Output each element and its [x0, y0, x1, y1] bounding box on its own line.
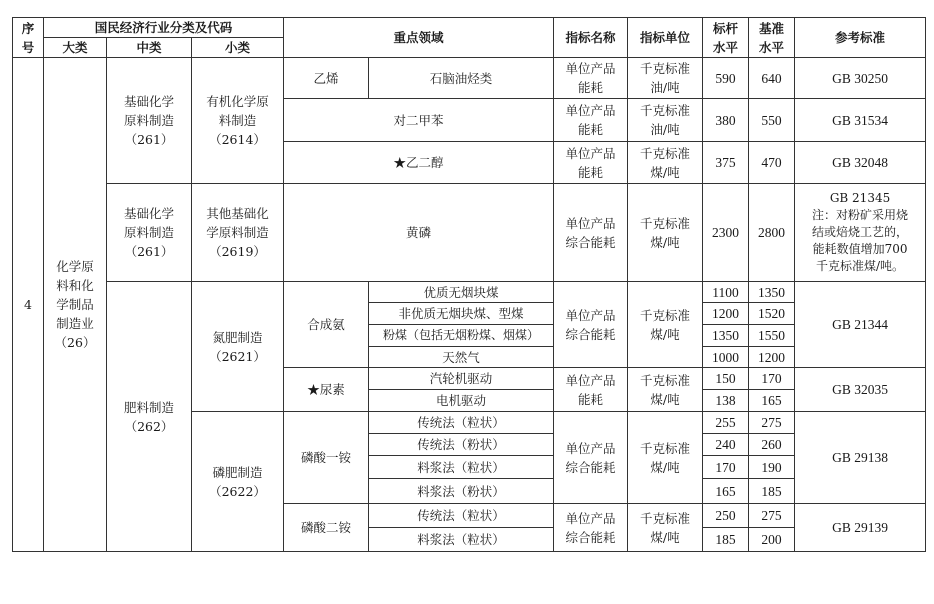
table-row — [13, 58, 926, 99]
baseline-cell: 2800 — [749, 184, 795, 282]
baseline-cell: 190 — [749, 456, 795, 479]
benchmark-cell: 1350 — [703, 325, 749, 347]
benchmark-cell: 150 — [703, 368, 749, 390]
major-category-cell: 化学原 料和化 学制品 制造业 （26） — [44, 58, 107, 552]
subfield-cell: 汽轮机驱动 — [369, 368, 554, 390]
subfield-cell: 优质无烟块煤 — [369, 282, 554, 303]
benchmark-cell: 170 — [703, 456, 749, 479]
indicator-unit-cell: 千克标准 煤/吨 — [628, 142, 703, 184]
indicator-name-cell: 单位产品 综合能耗 — [554, 282, 628, 368]
header-benchmark: 标杆 水平 — [703, 18, 749, 58]
map-cell: 磷酸一铵 — [284, 412, 369, 504]
pxylene-cell: 对二甲苯 — [284, 99, 554, 142]
indicator-unit-cell: 千克标准 煤/吨 — [628, 412, 703, 504]
indicator-name-cell: 单位产品 综合能耗 — [554, 184, 628, 282]
header-seq: 序 号 — [13, 18, 44, 58]
header-indicator-unit: 指标单位 — [628, 18, 703, 58]
subfield-cell: 非优质无烟块煤、型煤 — [369, 303, 554, 325]
subfield-cell: 传统法（粉状） — [369, 434, 554, 456]
subfield-cell: 传统法（粒状） — [369, 412, 554, 434]
indicator-unit-cell: 千克标准 油/吨 — [628, 99, 703, 142]
baseline-cell: 170 — [749, 368, 795, 390]
ammonia-cell: 合成氨 — [284, 282, 369, 368]
reference-cell: GB 32048 — [795, 142, 926, 184]
header-reference: 参考标准 — [795, 18, 926, 58]
glycol-cell: ★乙二醇 — [284, 142, 554, 184]
subfield-cell: 料浆法（粒状） — [369, 456, 554, 479]
indicator-name-cell: 单位产品 综合能耗 — [554, 412, 628, 504]
table-row — [13, 282, 926, 303]
subfield-cell: 传统法（粒状） — [369, 504, 554, 528]
table-row — [13, 184, 926, 282]
reference-cell: GB 32035 — [795, 368, 926, 412]
subfield-cell: 电机驱动 — [369, 390, 554, 412]
header-industry-group: 国民经济行业分类及代码 — [44, 18, 284, 38]
baseline-cell: 260 — [749, 434, 795, 456]
subfield-cell: 天然气 — [369, 347, 554, 368]
indicator-name-cell: 单位产品 能耗 — [554, 99, 628, 142]
indicator-name-cell: 单位产品 能耗 — [554, 58, 628, 99]
indicator-unit-cell: 千克标准 煤/吨 — [628, 368, 703, 412]
naphtha-cell: 石脑油烃类 — [369, 58, 554, 99]
indicator-name-cell: 单位产品 综合能耗 — [554, 504, 628, 552]
medium-basic-chem-cell: 基础化学 原料制造 （261） — [107, 58, 192, 184]
baseline-cell: 1200 — [749, 347, 795, 368]
benchmark-cell: 1000 — [703, 347, 749, 368]
header-medium: 中类 — [107, 38, 192, 58]
benchmark-cell: 2300 — [703, 184, 749, 282]
header-minor: 小类 — [192, 38, 284, 58]
header-baseline: 基准 水平 — [749, 18, 795, 58]
indicator-unit-cell: 千克标准 煤/吨 — [628, 504, 703, 552]
seq-cell: 4 — [13, 58, 44, 552]
subfield-cell: 料浆法（粒状） — [369, 528, 554, 552]
benchmark-cell: 380 — [703, 99, 749, 142]
subfield-cell: 料浆法（粉状） — [369, 479, 554, 504]
benchmark-cell: 240 — [703, 434, 749, 456]
baseline-cell: 185 — [749, 479, 795, 504]
benchmark-cell: 1200 — [703, 303, 749, 325]
baseline-cell: 1520 — [749, 303, 795, 325]
benchmark-cell: 165 — [703, 479, 749, 504]
baseline-cell: 165 — [749, 390, 795, 412]
minor-nitrogen-cell: 氮肥制造 （2621） — [192, 282, 284, 412]
header-indicator-name: 指标名称 — [554, 18, 628, 58]
baseline-cell: 200 — [749, 528, 795, 552]
benchmark-cell: 250 — [703, 504, 749, 528]
minor-other-cell: 其他基础化 学原料制造 （2619） — [192, 184, 284, 282]
benchmark-cell: 375 — [703, 142, 749, 184]
baseline-cell: 470 — [749, 142, 795, 184]
medium-basic-chem-cell: 基础化学 原料制造 （261） — [107, 184, 192, 282]
benchmark-cell: 185 — [703, 528, 749, 552]
benchmark-cell: 255 — [703, 412, 749, 434]
baseline-cell: 275 — [749, 504, 795, 528]
benchmark-cell: 1100 — [703, 282, 749, 303]
energy-benchmark-table — [12, 17, 926, 552]
standards-table-container — [12, 17, 926, 552]
reference-cell: GB 29139 — [795, 504, 926, 552]
reference-cell: GB 21344 — [795, 282, 926, 368]
medium-fertilizer-cell: 肥料制造 （262） — [107, 282, 192, 552]
minor-organic-cell: 有机化学原 料制造 （2614） — [192, 58, 284, 184]
indicator-unit-cell: 千克标准 油/吨 — [628, 58, 703, 99]
baseline-cell: 550 — [749, 99, 795, 142]
baseline-cell: 1350 — [749, 282, 795, 303]
reference-note-cell: GB 21345 注：对粉矿采用烧 结或焙烧工艺的， 能耗数值增加700 千克标准煤/吨。 — [795, 184, 926, 282]
indicator-name-cell: 单位产品 能耗 — [554, 142, 628, 184]
reference-cell: GB 31534 — [795, 99, 926, 142]
benchmark-cell: 138 — [703, 390, 749, 412]
header-field: 重点领域 — [284, 18, 554, 58]
baseline-cell: 1550 — [749, 325, 795, 347]
ethylene-cell: 乙烯 — [284, 58, 369, 99]
benchmark-cell: 590 — [703, 58, 749, 99]
urea-cell: ★尿素 — [284, 368, 369, 412]
reference-cell: GB 30250 — [795, 58, 926, 99]
dap-cell: 磷酸二铵 — [284, 504, 369, 552]
indicator-unit-cell: 千克标准 煤/吨 — [628, 184, 703, 282]
header-major: 大类 — [44, 38, 107, 58]
baseline-cell: 640 — [749, 58, 795, 99]
reference-cell: GB 29138 — [795, 412, 926, 504]
header-row-1 — [13, 18, 926, 38]
indicator-name-cell: 单位产品 能耗 — [554, 368, 628, 412]
indicator-unit-cell: 千克标准 煤/吨 — [628, 282, 703, 368]
baseline-cell: 275 — [749, 412, 795, 434]
minor-phosphate-cell: 磷肥制造 （2622） — [192, 412, 284, 552]
subfield-cell: 粉煤（包括无烟粉煤、烟煤） — [369, 325, 554, 347]
phosphorus-cell: 黄磷 — [284, 184, 554, 282]
